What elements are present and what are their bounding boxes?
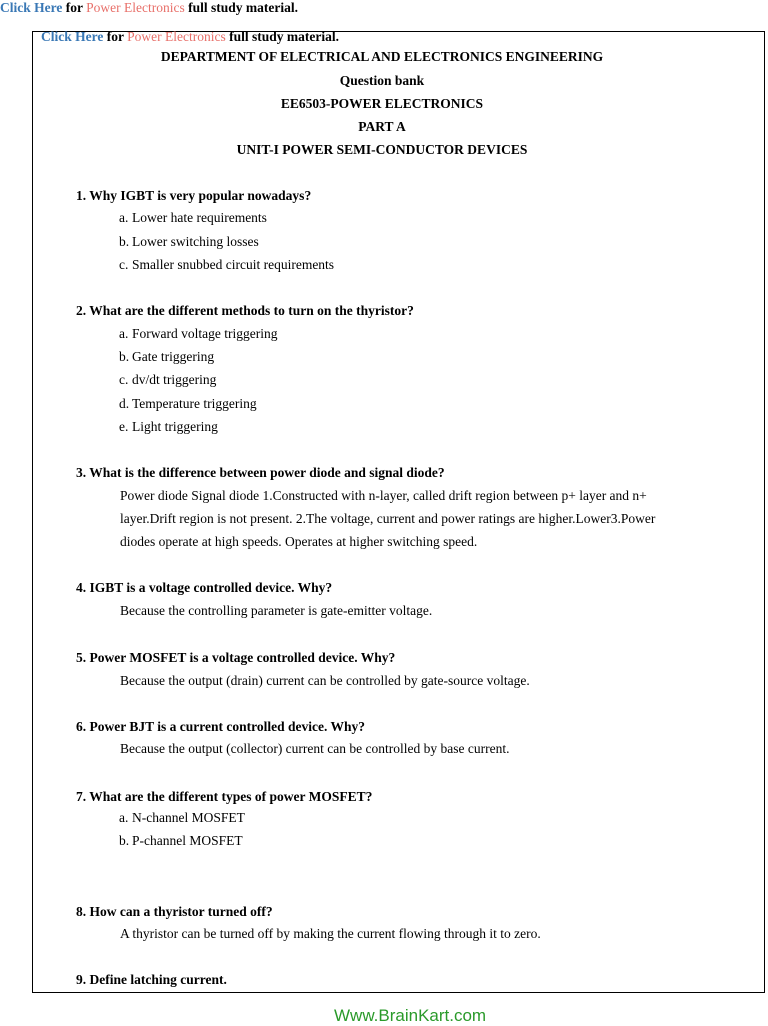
option-text: Forward voltage triggering xyxy=(132,326,278,341)
q8-answer: A thyristor can be turned off by making the current flowing through it to zero. xyxy=(120,926,541,941)
question-6: 6. Power BJT is a current controlled device. Why? xyxy=(76,719,365,734)
question-8: 8. How can a thyristor turned off? xyxy=(76,904,273,919)
q2-option-b xyxy=(119,349,214,365)
q3-answer-line-1: Power diode Signal diode 1.Constructed with n-layer, called drift region between p+ layer and n+ xyxy=(120,488,647,503)
q5-answer: Because the output (drain) current can be controlled by gate-source voltage. xyxy=(120,673,530,688)
banner-suffix-text: full study material. xyxy=(188,0,298,15)
question-4: 4. IGBT is a voltage controlled device. Why? xyxy=(76,580,333,595)
option-marker: b. xyxy=(119,833,130,848)
option-marker: b. xyxy=(119,349,130,364)
subject-link[interactable]: Power Electronics xyxy=(86,0,185,15)
part-heading: PART A xyxy=(358,119,406,134)
q4-answer: Because the controlling parameter is gate-emitter voltage. xyxy=(120,603,433,618)
option-marker: e. xyxy=(119,419,129,434)
option-marker: c. xyxy=(119,257,129,272)
q2-option-c xyxy=(119,372,216,388)
q1-option-a xyxy=(119,210,267,226)
top-study-banner xyxy=(0,0,298,16)
question-1: 1. Why IGBT is very popular nowadays? xyxy=(76,188,312,203)
question-5: 5. Power MOSFET is a voltage controlled device. Why? xyxy=(76,650,396,665)
option-text: dv/dt triggering xyxy=(132,372,217,387)
question-3: 3. What is the difference between power diode and signal diode? xyxy=(76,465,445,480)
option-text: Lower switching losses xyxy=(132,234,259,249)
footer-site-link[interactable]: Www.BrainKart.com xyxy=(334,1006,487,1025)
option-text: Temperature triggering xyxy=(132,396,257,411)
option-marker: a. xyxy=(119,810,129,825)
doc-type-heading: Question bank xyxy=(339,73,425,88)
option-marker: d. xyxy=(119,396,130,411)
q6-answer: Because the output (collector) current can be controlled by base current. xyxy=(120,741,510,756)
option-text: Gate triggering xyxy=(132,349,215,364)
banner-for-text: for xyxy=(65,0,83,15)
question-9: 9. Define latching current. xyxy=(76,972,227,987)
option-marker: c. xyxy=(119,372,129,387)
q7-option-b xyxy=(119,833,243,849)
inner-subject-link[interactable]: Power Electronics xyxy=(127,29,226,44)
option-marker: a. xyxy=(119,326,129,341)
inner-click-here-link[interactable]: Click Here xyxy=(41,29,104,44)
option-text: Lower hate requirements xyxy=(132,210,267,225)
option-marker: a. xyxy=(119,210,129,225)
inner-study-banner xyxy=(41,29,339,45)
q3-answer-line-2: layer.Drift region is not present. 2.The voltage, current and power ratings are higher.Lower3.Power xyxy=(120,511,656,526)
unit-heading: UNIT-I POWER SEMI-CONDUCTOR DEVICES xyxy=(236,142,528,157)
q1-option-b xyxy=(119,234,259,250)
q2-option-d xyxy=(119,396,257,412)
question-2: 2. What are the different methods to turn on the thyristor? xyxy=(76,303,414,318)
inner-banner-suffix-text: full study material. xyxy=(229,29,339,44)
q3-answer-line-3: diodes operate at high speeds. Operates at higher switching speed. xyxy=(120,534,478,549)
option-text: Light triggering xyxy=(132,419,218,434)
click-here-link[interactable]: Click Here xyxy=(0,0,63,15)
q1-option-c xyxy=(119,257,334,273)
q2-option-a xyxy=(119,326,277,342)
option-text: N-channel MOSFET xyxy=(132,810,245,825)
q2-option-e xyxy=(119,419,218,435)
q7-option-a xyxy=(119,810,245,826)
department-heading: DEPARTMENT OF ELECTRICAL AND ELECTRONICS ENGINEERING xyxy=(160,49,604,64)
option-text: P-channel MOSFET xyxy=(132,833,243,848)
question-7: 7. What are the different types of power MOSFET? xyxy=(76,789,373,804)
option-text: Smaller snubbed circuit requirements xyxy=(132,257,335,272)
option-marker: b. xyxy=(119,234,130,249)
inner-banner-for-text: for xyxy=(106,29,124,44)
course-heading: EE6503-POWER ELECTRONICS xyxy=(280,96,484,111)
